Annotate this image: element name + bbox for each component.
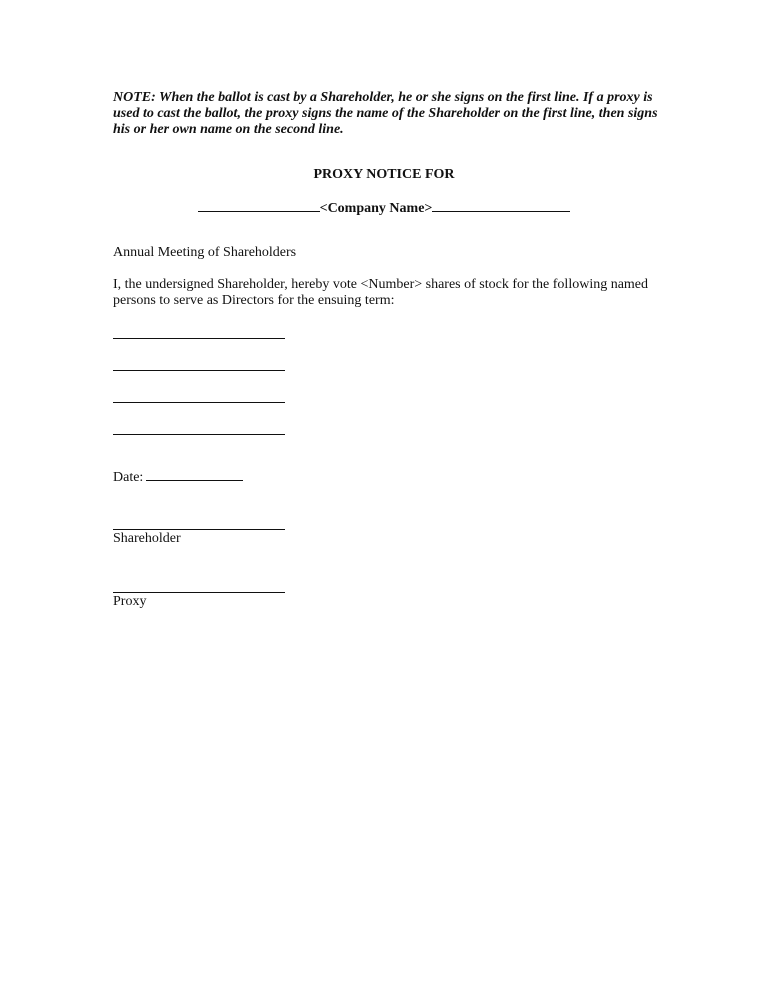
date-label: Date: (113, 470, 144, 485)
proxy-label: Proxy (113, 594, 147, 609)
director-line-3[interactable] (113, 402, 285, 403)
date-row (113, 468, 243, 486)
date-blank[interactable] (146, 468, 243, 481)
director-line-2[interactable] (113, 370, 285, 371)
meeting-heading: Annual Meeting of Shareholders (113, 245, 297, 260)
shareholder-signature-line[interactable] (113, 529, 285, 530)
director-line-4[interactable] (113, 434, 285, 435)
company-blank-right[interactable] (432, 199, 570, 212)
proxy-signature-line[interactable] (113, 592, 285, 593)
ballot-note: NOTE: When the ballot is cast by a Shareholder, he or she signs on the first line. If a proxy is used to cast the ballot, the proxy signs the name of the Shareholder on the first line, then signs his or her own name on the second line. (113, 90, 658, 137)
company-name-line (0, 199, 768, 217)
company-blank-left[interactable] (198, 199, 320, 212)
vote-statement: I, the undersigned Shareholder, hereby vote <Number> shares of stock for the following named persons to serve as Directors for the ensuing term: (113, 277, 649, 308)
company-name-placeholder: <Company Name> (319, 201, 433, 216)
document-title: PROXY NOTICE FOR (313, 167, 455, 182)
shareholder-label: Shareholder (113, 531, 181, 546)
director-line-1[interactable] (113, 338, 285, 339)
